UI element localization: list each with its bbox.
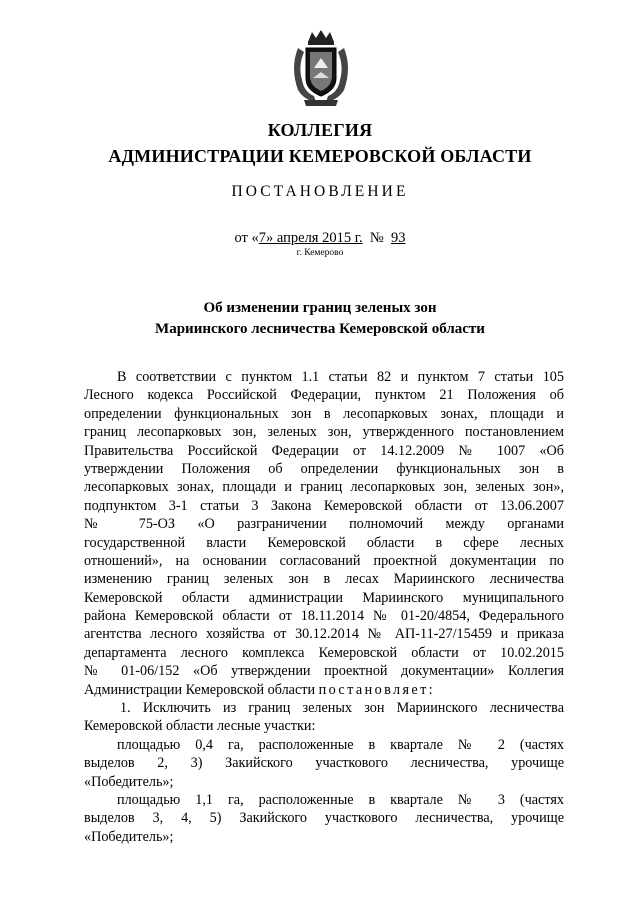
plot2-line3: «Победитель»; (84, 828, 174, 845)
body-line: отношений», на основании согласований проектной документации по (84, 552, 564, 569)
item1-line1: 1. Исключить из границ зеленых зон Мариинского лесничества (120, 700, 564, 717)
body-line: подпунктом 3-1 статьи 3 Закона Кемеровской области от 13.06.2007 (84, 497, 564, 514)
date-mid: » (266, 230, 277, 246)
body-line: агентства лесного хозяйства от 30.12.2014 № АП-11-27/15459 и приказа (84, 626, 564, 643)
city-line: г. Кемерово (296, 248, 344, 258)
body-line: границ лесопарковых зон, зеленых зон, утвержденного постановлением (84, 424, 564, 441)
plot1-line1: площадью 0,4 га, расположенные в квартале № 2 (частях (117, 736, 564, 753)
resolves-prefix: Администрации Кемеровской области (84, 681, 319, 698)
date-day: 7 (258, 230, 266, 246)
resolves-word: постановляет: (318, 681, 436, 698)
coat-of-arms-emblem (286, 28, 356, 108)
body-line: утверждении Положения об определении функциональных зон в (84, 460, 564, 477)
plot1-line2: выделов 2, 3) Закийского участкового лесничества, урочище (84, 755, 564, 772)
body-line: Правительства Российской Федерации от 14.12.2009 № 1007 «Об (84, 442, 564, 459)
body-line: района Кемеровской области от 18.11.2014 № 01-20/4854, Федерального (84, 608, 564, 625)
plot2-line1: площадью 1,1 га, расположенные в квартале № 3 (частях (117, 791, 564, 808)
body-line: Кемеровской области администрации Мариинского муниципального (84, 589, 564, 606)
body-line: № 75-ОЗ «О разграничении полномочий между органами (84, 516, 564, 533)
document-title-line1: Об изменении границ зеленых зон (203, 300, 437, 316)
item1-line2: Кемеровской области лесные участки: (84, 718, 316, 735)
document-type: ПОСТАНОВЛЕНИЕ (231, 183, 409, 200)
date-number-line (0, 230, 640, 247)
number-label: № (369, 230, 384, 246)
plot2-line2: выделов 3, 4, 5) Закийского участкового лесничества, урочище (84, 810, 564, 827)
body-line: изменению границ зеленых зон в лесах Мариинского лесничества (84, 571, 564, 588)
org-name-line2: АДМИНИСТРАЦИИ КЕМЕРОВСКОЙ ОБЛАСТИ (108, 146, 532, 166)
document-body (84, 368, 564, 846)
body-line-resolves (84, 681, 564, 699)
body-line: Лесного кодекса Российской Федерации, пунктом 21 Положения об (84, 387, 564, 404)
body-line: департамента лесного комплекса Кемеровской области от 10.02.2015 (84, 644, 564, 661)
org-name-line1: КОЛЛЕГИЯ (267, 120, 373, 140)
body-line: В соответствии с пунктом 1.1 статьи 82 и пунктом 7 статьи 105 (117, 369, 564, 385)
body-line: государственной власти Кемеровской области в сфере лесных (84, 534, 564, 551)
body-line: определении функциональных зон в лесопарковых зонах, площади и (84, 405, 564, 422)
document-number: 93 (391, 230, 406, 246)
body-line: № 01-06/152 «Об утверждении проектной документации» Коллегия (84, 663, 564, 680)
document-title-line2: Мариинского лесничества Кемеровской области (155, 321, 485, 337)
date-month-year: апреля 2015 г. (276, 230, 363, 246)
plot1-line3: «Победитель»; (84, 773, 174, 790)
date-prefix: от « (234, 230, 259, 246)
body-line: лесопарковых зонах, площади и границ лесопарковых зон, зеленых зон», (84, 479, 564, 496)
